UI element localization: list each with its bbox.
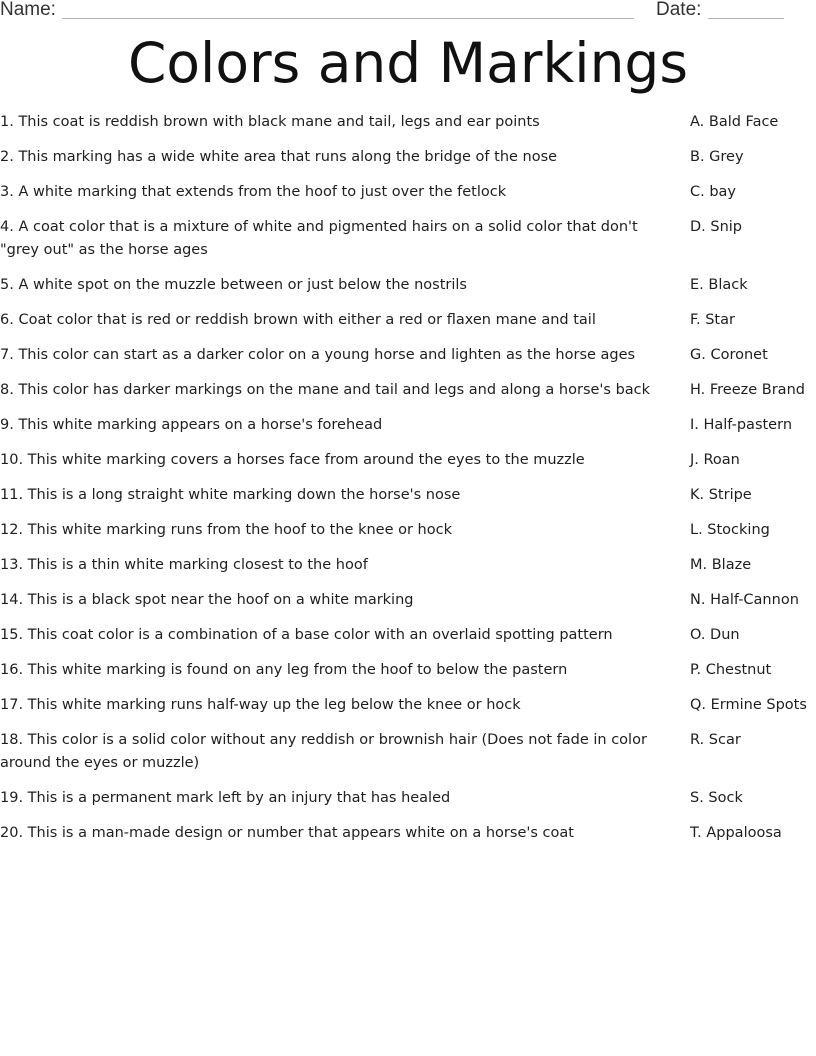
answer-choice: F. Star (690, 312, 735, 328)
matching-row (0, 274, 816, 297)
date-blank-line (708, 18, 784, 19)
answer-choice: M. Blaze (690, 557, 752, 573)
clue-text: 11. This is a long straight white marking down the horse's nose (0, 487, 461, 503)
clue-text: 18. This color is a solid color without any reddish or brownish hair (Does not fade in color around the eyes or muzzle) (0, 732, 647, 771)
matching-row (0, 309, 816, 332)
clue-text: 8. This color has darker markings on the mane and tail and legs and along a horse's back (0, 382, 651, 398)
answer-choice: O. Dun (690, 627, 740, 643)
answer-choice: S. Sock (690, 790, 743, 806)
matching-row (0, 787, 816, 810)
matching-row (0, 554, 816, 577)
matching-row (0, 216, 816, 262)
matching-row (0, 181, 816, 204)
clue-text: 16. This white marking is found on any leg from the hoof to below the pastern (0, 662, 568, 678)
clue-text: 6. Coat color that is red or reddish brown with either a red or flaxen mane and tail (0, 312, 596, 328)
clue-text: 17. This white marking runs half-way up the leg below the knee or hock (0, 697, 521, 713)
clue-text: 20. This is a man-made design or number that appears white on a horse's coat (0, 825, 574, 841)
matching-row (0, 589, 816, 612)
answer-choice: C. bay (690, 184, 737, 200)
clue-text: 1. This coat is reddish brown with black mane and tail, legs and ear points (0, 114, 540, 130)
answer-choice: R. Scar (690, 732, 741, 748)
matching-row (0, 484, 816, 507)
answer-choice: Q. Ermine Spots (690, 697, 807, 713)
matching-row (0, 694, 816, 717)
answer-choice: T. Appaloosa (690, 825, 782, 841)
clue-text: 9. This white marking appears on a horse's forehead (0, 417, 383, 433)
answer-choice: G. Coronet (690, 347, 768, 363)
matching-list (0, 111, 816, 857)
name-label: Name: (0, 0, 56, 20)
matching-row (0, 111, 816, 134)
clue-text: 5. A white spot on the muzzle between or just below the nostrils (0, 277, 467, 293)
clue-text: 7. This color can start as a darker color on a young horse and lighten as the horse ages (0, 347, 636, 363)
matching-row (0, 414, 816, 437)
matching-row (0, 519, 816, 542)
matching-row (0, 379, 816, 402)
worksheet-title: Colors and Markings (127, 31, 689, 95)
answer-choice: H. Freeze Brand (690, 382, 805, 398)
clue-text: 14. This is a black spot near the hoof on a white marking (0, 592, 414, 608)
answer-choice: L. Stocking (690, 522, 770, 538)
name-blank-line (62, 18, 634, 19)
matching-row (0, 659, 816, 682)
clue-text: 3. A white marking that extends from the hoof to just over the fetlock (0, 184, 507, 200)
matching-row (0, 146, 816, 169)
matching-row (0, 344, 816, 367)
matching-row (0, 624, 816, 647)
answer-choice: N. Half-Cannon (690, 592, 799, 608)
answer-choice: K. Stripe (690, 487, 752, 503)
clue-text: 19. This is a permanent mark left by an injury that has healed (0, 790, 451, 806)
clue-text: 12. This white marking runs from the hoof to the knee or hock (0, 522, 452, 538)
matching-row (0, 729, 816, 775)
date-label: Date: (656, 0, 702, 20)
matching-row (0, 822, 816, 845)
matching-row (0, 449, 816, 472)
answer-choice: P. Chestnut (690, 662, 772, 678)
answer-choice: I. Half-pastern (690, 417, 793, 433)
clue-text: 2. This marking has a wide white area that runs along the bridge of the nose (0, 149, 558, 165)
clue-text: 15. This coat color is a combination of a base color with an overlaid spotting pattern (0, 627, 613, 643)
clue-text: 4. A coat color that is a mixture of white and pigmented hairs on a solid color that don't "grey out" as the horse ages (0, 219, 638, 258)
answer-choice: D. Snip (690, 219, 743, 235)
answer-choice: J. Roan (690, 452, 740, 468)
answer-choice: E. Black (690, 277, 748, 293)
worksheet-header (0, 0, 816, 26)
answer-choice: B. Grey (690, 149, 744, 165)
answer-choice: A. Bald Face (690, 114, 779, 130)
clue-text: 13. This is a thin white marking closest to the hoof (0, 557, 368, 573)
clue-text: 10. This white marking covers a horses face from around the eyes to the muzzle (0, 452, 585, 468)
